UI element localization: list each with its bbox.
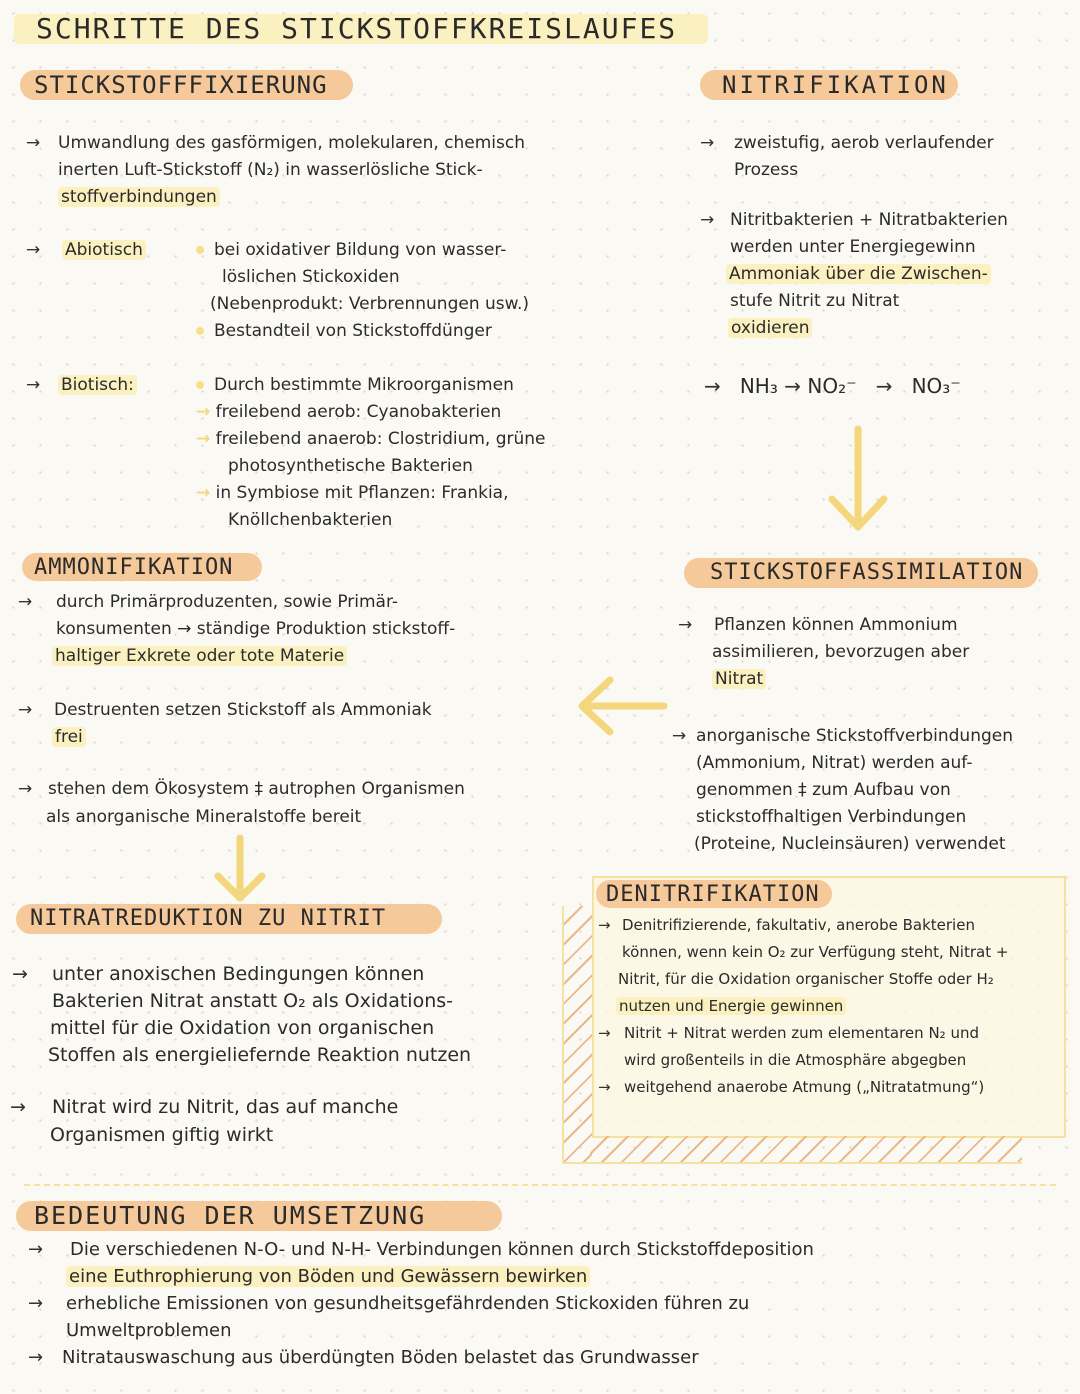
assim-p2-4: stickstoffhaltigen Verbindungen — [696, 807, 967, 827]
arrow-icon: → — [196, 429, 211, 449]
arrow-icon: → — [18, 592, 33, 612]
arrow-icon: → — [26, 133, 41, 153]
nitri-formula — [704, 373, 961, 400]
arrow-icon: → — [196, 483, 211, 503]
page-title: SCHRITTE DES STICKSTOFFKREISLAUFES — [36, 12, 678, 45]
heading-nitratreduktion: NITRATREDUKTION ZU NITRIT — [30, 906, 387, 931]
assim-p1-3: Nitrat — [712, 666, 766, 693]
arrow-icon: → — [28, 1239, 44, 1260]
nitri-p2-1: Nitritbakterien + Nitratbakterien — [730, 210, 1008, 230]
arrow-icon: → — [28, 1347, 44, 1368]
ammo-p3-2: als anorganische Mineralstoffe bereit — [46, 807, 362, 827]
assim-p2-1: anorganische Stickstoffverbindungen — [696, 726, 1013, 746]
bullet-icon — [196, 381, 204, 389]
bed-p2-1: erhebliche Emissionen von gesundheitsgefährdenden Stickoxiden führen zu — [66, 1293, 750, 1314]
abiotisch-label: Abiotisch — [62, 237, 146, 264]
formula-nh3: NH₃ — [739, 374, 778, 398]
deni-p2-1: Nitrit + Nitrat werden zum elementaren N₂ und — [624, 1024, 979, 1042]
nred-p1-1: unter anoxischen Bedingungen können — [52, 963, 425, 985]
abiotisch-line-2: löslichen Stickoxiden — [222, 267, 400, 287]
arrow-icon: → — [10, 1096, 26, 1118]
fix-intro-3: stoffverbindungen — [58, 184, 220, 211]
biotisch-line-3: → freilebend anaerob: Clostridium, grüne — [196, 429, 546, 449]
arrow-icon: → — [704, 374, 721, 398]
bullet-icon — [196, 327, 204, 335]
arrow-icon: → — [598, 916, 611, 934]
deni-p1-3: Nitrit, für die Oxidation organischer Stoffe oder H₂ — [618, 970, 994, 988]
formula-no2: NO₂⁻ — [807, 374, 857, 398]
biotisch-line-1: Durch bestimmte Mikroorganismen — [196, 372, 514, 399]
biotisch-label: Biotisch: — [58, 372, 137, 399]
arrow-icon: → — [18, 779, 33, 799]
heading-bedeutung: BEDEUTUNG DER UMSETZUNG — [34, 1201, 427, 1230]
arrow-icon: → — [700, 210, 715, 230]
fix-intro-2: inerten Luft-Stickstoff (N₂) in wasserlösliche Stick- — [58, 160, 483, 180]
ammo-p2-1: Destruenten setzen Stickstoff als Ammoniak — [54, 700, 432, 720]
arrow-down-icon — [210, 834, 270, 904]
bed-p1-1: Die verschiedenen N-O- und N-H- Verbindungen können durch Stickstoffdeposition — [70, 1239, 814, 1260]
biotisch-line-5: → in Symbiose mit Pflanzen: Frankia, — [196, 483, 509, 503]
arrow-icon: → — [875, 374, 893, 398]
fix-intro-1: Umwandlung des gasförmigen, molekularen, chemisch — [58, 133, 526, 153]
arrow-icon: → — [26, 375, 41, 395]
biotisch-line-6: Knöllchenbakterien — [228, 510, 393, 530]
abiotisch-line-1: bei oxidativer Bildung von wasser- — [196, 237, 506, 264]
abiotisch-line-3: (Nebenprodukt: Verbrennungen usw.) — [210, 294, 530, 314]
ammo-p1-1: durch Primärproduzenten, sowie Primär- — [56, 592, 399, 612]
arrow-icon: → — [598, 1024, 611, 1042]
arrow-icon: → — [196, 402, 211, 422]
heading-ammonifikation: AMMONIFIKATION — [34, 555, 234, 580]
abiotisch-line-4: Bestandteil von Stickstoffdünger — [196, 318, 492, 345]
arrow-down-icon — [826, 425, 890, 535]
deni-p1-2: können, wenn kein O₂ zur Verfügung steht, Nitrat + — [622, 943, 1009, 961]
arrow-icon: → — [28, 1293, 44, 1314]
arrow-icon: → — [784, 374, 801, 398]
formula-no3: NO₃⁻ — [911, 374, 961, 398]
bed-p2-2: Umweltproblemen — [66, 1320, 232, 1341]
arrow-icon: → — [678, 615, 693, 635]
section-divider — [24, 1184, 1056, 1186]
nred-p2-2: Organismen giftig wirkt — [50, 1124, 274, 1146]
assim-p2-2: (Ammonium, Nitrat) werden auf- — [696, 753, 973, 773]
arrow-left-icon — [576, 672, 668, 740]
bullet-icon — [196, 246, 204, 254]
nitri-p1-2: Prozess — [734, 160, 799, 180]
ammo-p2-2: frei — [52, 724, 86, 751]
biotisch-line-2: → freilebend aerob: Cyanobakterien — [196, 402, 502, 422]
arrow-icon: → — [18, 700, 33, 720]
arrow-icon: → — [700, 133, 715, 153]
assim-p1-1: Pflanzen können Ammonium — [714, 615, 958, 635]
heading-denitrifikation: DENITRIFIKATION — [606, 882, 820, 907]
bed-p3-1: Nitratauswaschung aus überdüngten Böden belastet das Grundwasser — [62, 1347, 699, 1368]
heading-nitrifikation: NITRIFIKATION — [722, 71, 949, 99]
heading-assimilation: STICKSTOFFASSIMILATION — [710, 560, 1024, 585]
arrow-icon: → — [26, 240, 41, 260]
heading-fixierung: STICKSTOFFFIXIERUNG — [34, 71, 328, 99]
hatch-left — [562, 906, 592, 1164]
assim-p1-2: assimilieren, bevorzugen aber — [712, 642, 970, 662]
ammo-p1-3: haltiger Exkrete oder tote Materie — [52, 643, 347, 670]
ammo-p3-1: stehen dem Ökosystem ‡ autrophen Organismen — [48, 779, 465, 799]
biotisch-line-4: photosynthetische Bakterien — [228, 456, 473, 476]
deni-p3-1: weitgehend anaerobe Atmung („Nitratatmung“) — [624, 1078, 985, 1096]
hatch-bottom — [590, 1136, 1022, 1164]
arrow-icon: → — [12, 963, 28, 985]
deni-p1-4: nutzen und Energie gewinnen — [616, 993, 846, 1020]
deni-p1-1: Denitrifizierende, fakultativ, anerobe Bakterien — [622, 916, 975, 934]
deni-p2-2: wird großenteils in die Atmosphäre abgegben — [624, 1051, 967, 1069]
nred-p1-4: Stoffen als energieliefernde Reaktion nutzen — [48, 1044, 472, 1066]
nitri-p2-3: Ammoniak über die Zwischen- — [726, 261, 991, 288]
ammo-p1-2: konsumenten → ständige Produktion stickstoff- — [56, 619, 456, 639]
assim-p2-3: genommen ‡ zum Aufbau von — [696, 780, 951, 800]
nred-p1-3: mittel für die Oxidation von organischen — [50, 1017, 435, 1039]
nitri-p2-5: oxidieren — [728, 315, 812, 342]
nred-p1-2: Bakterien Nitrat anstatt O₂ als Oxidations- — [52, 990, 453, 1012]
nitri-p2-2: werden unter Energiegewinn — [730, 237, 976, 257]
nred-p2-1: Nitrat wird zu Nitrit, das auf manche — [52, 1096, 399, 1118]
nitri-p2-4: stufe Nitrit zu Nitrat — [730, 291, 900, 311]
bed-p1-2: eine Euthrophierung von Böden und Gewässern bewirken — [66, 1263, 590, 1290]
arrow-icon: → — [672, 726, 687, 746]
arrow-icon: → — [598, 1078, 611, 1096]
assim-p2-5: (Proteine, Nucleinsäuren) verwendet — [694, 834, 1006, 854]
nitri-p1-1: zweistufig, aerob verlaufender — [734, 133, 994, 153]
